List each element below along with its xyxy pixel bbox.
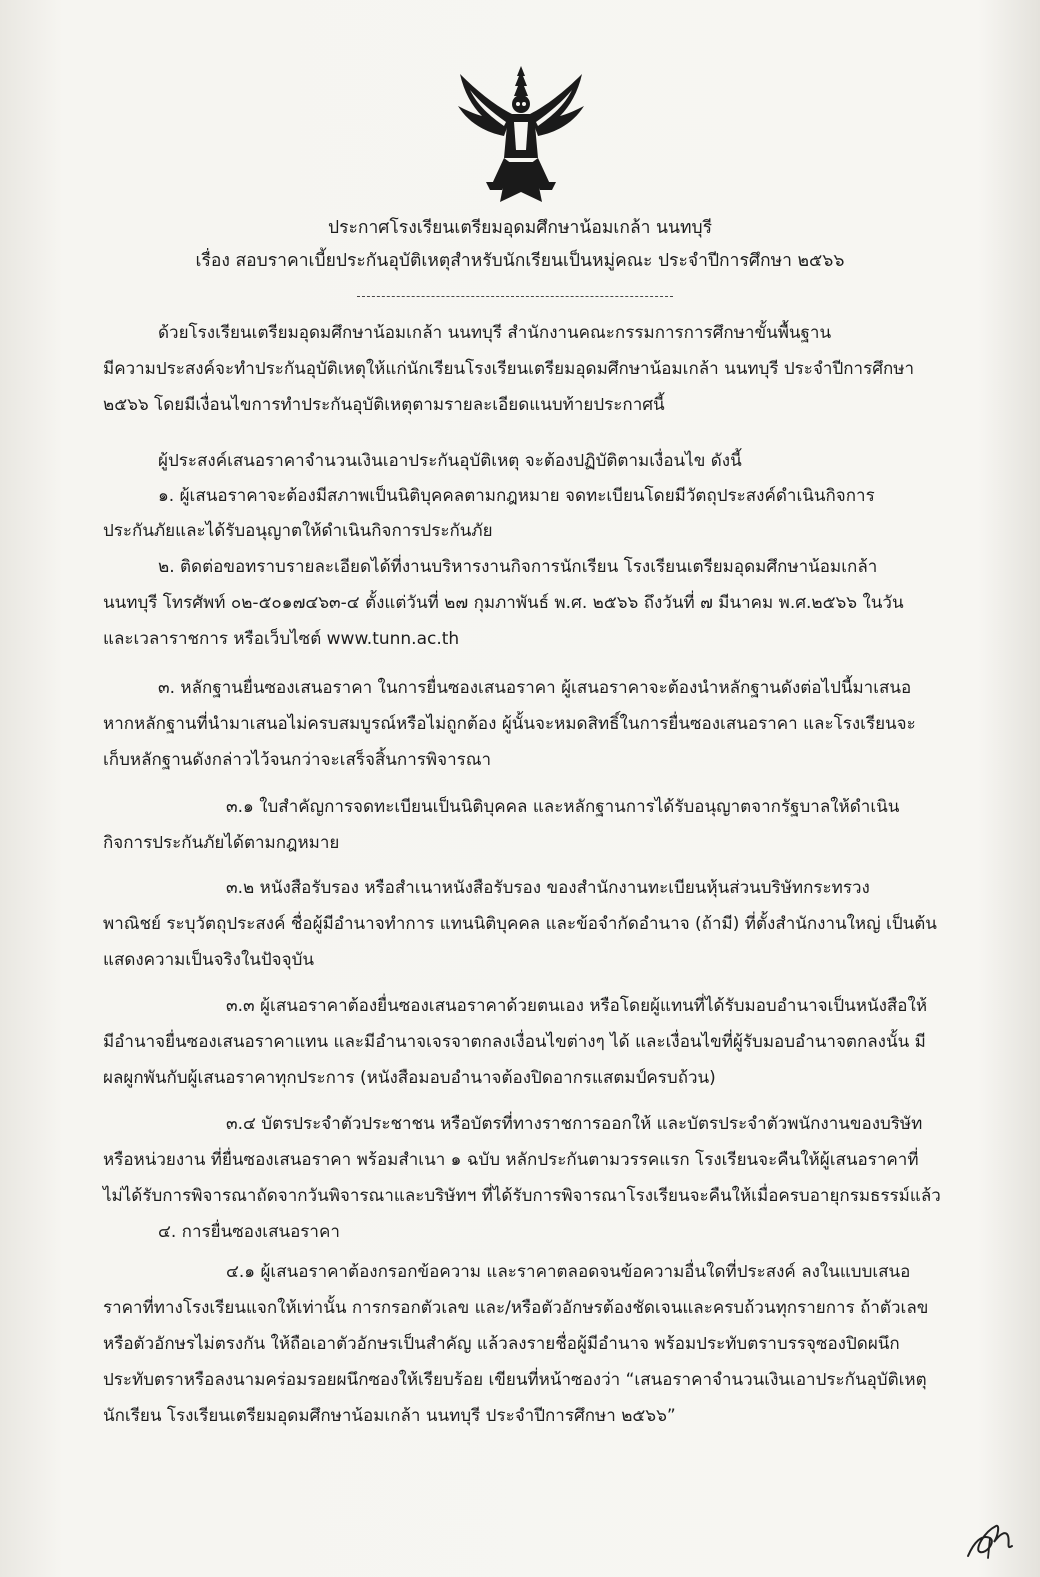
announcement-subject: เรื่อง สอบราคาเบี้ยประกันอุบัติเหตุสำหรับนักเรียนเป็นหมู่คณะ ประจำปีการศึกษา ๒๕๖๖ xyxy=(195,251,845,271)
handwritten-initial-icon xyxy=(960,1512,1020,1567)
body-line: แสดงความเป็นจริงในปัจจุบัน xyxy=(103,950,315,970)
body-line: มีอำนาจยื่นซองเสนอราคาแทน และมีอำนาจเจรจาตกลงเงื่อนไขต่างๆ ได้ และเงื่อนไขที่ผู้รับมอบอำนาจตกลงนั้น มี xyxy=(103,1032,926,1052)
body-line: ๓.๑ ใบสำคัญการจดทะเบียนเป็นนิติบุคคล และหลักฐานการได้รับอนุญาตจากรัฐบาลให้ดำเนิน xyxy=(226,797,900,817)
body-line: ๓.๔ บัตรประจำตัวประชาชน หรือบัตรที่ทางราชการออกให้ และบัตรประจำตัวพนักงานของบริษัท xyxy=(226,1114,923,1134)
header-divider xyxy=(357,296,673,297)
body-line: ๓.๓ ผู้เสนอราคาต้องยื่นซองเสนอราคาด้วยตนเอง หรือโดยผู้แทนที่ได้รับมอบอำนาจเป็นหนังสือให้ xyxy=(226,996,928,1016)
body-line: มีความประสงค์จะทำประกันอุบัติเหตุให้แก่นักเรียนโรงเรียนเตรียมอุดมศึกษาน้อมเกล้า นนทบุรี ประจำปีการศึกษา xyxy=(103,359,915,379)
body-line: และเวลาราชการ หรือเว็บไซต์ www.tunn.ac.th xyxy=(103,629,460,649)
body-line: ๑. ผู้เสนอราคาจะต้องมีสภาพเป็นนิติบุคคลตามกฎหมาย จดทะเบียนโดยมีวัตถุประสงค์ดำเนินกิจการ xyxy=(158,486,875,506)
body-line: หากหลักฐานที่นำมาเสนอไม่ครบสมบูรณ์หรือไม่ถูกต้อง ผู้นั้นจะหมดสิทธิ์ในการยื่นซองเสนอราคา และโรงเรียนจะ xyxy=(103,714,916,734)
body-line: ผู้ประสงค์เสนอราคาจำนวนเงินเอาประกันอุบัติเหตุ จะต้องปฏิบัติตามเงื่อนไข ดังนี้ xyxy=(158,451,742,471)
body-line: ผลผูกพันกับผู้เสนอราคาทุกประการ (หนังสือมอบอำนาจต้องปิดอากรแสตมป์ครบถ้วน) xyxy=(103,1068,716,1088)
body-line: นนทบุรี โทรศัพท์ ๐๒-๕๐๑๗๔๖๓-๔ ตั้งแต่วันที่ ๒๗ กุมภาพันธ์ พ.ศ. ๒๕๖๖ ถึงวันที่ ๗ มีนาคม พ.ศ.๒๕๖๖ ในวัน xyxy=(103,593,904,613)
body-line: ๓.๒ หนังสือรับรอง หรือสำเนาหนังสือรับรอง ของสำนักงานทะเบียนหุ้นส่วนบริษัทกระทรวง xyxy=(226,878,870,898)
body-line: ไม่ได้รับการพิจารณาถัดจากวันพิจารณาและบริษัทฯ ที่ได้รับการพิจารณาโรงเรียนจะคืนให้เมื่อครบอายุกรมธรรม์แล้ว xyxy=(103,1186,941,1206)
body-line: ๔. การยื่นซองเสนอราคา xyxy=(158,1222,340,1242)
body-line: ประทับตราหรือลงนามคร่อมรอยผนึกซองให้เรียบร้อย เขียนที่หน้าซองว่า “เสนอราคาจำนวนเงินเอาประกันอุบัติเหตุ xyxy=(103,1370,927,1390)
body-line: หรือหน่วยงาน ที่ยื่นซองเสนอราคา พร้อมสำเนา ๑ ฉบับ หลักประกันตามวรรคแรก โรงเรียนจะคืนให้ผู้เสนอราคาที่ xyxy=(103,1150,919,1170)
body-line: พาณิชย์ ระบุวัตถุประสงค์ ชื่อผู้มีอำนาจทำการ แทนนิติบุคคล และข้อจำกัดอำนาจ (ถ้ามี) ที่ตั้งสำนักงานใหญ่ เป็นต้น xyxy=(103,914,937,934)
body-line: หรือตัวอักษรไม่ตรงกัน ให้ถือเอาตัวอักษรเป็นสำคัญ แล้วลงรายชื่อผู้มีอำนาจ พร้อมประทับตราบรรจุซองปิดผนึก xyxy=(103,1334,900,1354)
body-line: ๒. ติดต่อขอทราบรายละเอียดได้ที่งานบริหารงานกิจการนักเรียน โรงเรียนเตรียมอุดมศึกษาน้อมเกล้า xyxy=(158,557,878,577)
body-line: ๔.๑ ผู้เสนอราคาต้องกรอกข้อความ และราคาตลอดจนข้อความอื่นใดที่ประสงค์ ลงในแบบเสนอ xyxy=(226,1262,911,1282)
body-line: กิจการประกันภัยได้ตามกฎหมาย xyxy=(103,833,340,853)
body-line: ด้วยโรงเรียนเตรียมอุดมศึกษาน้อมเกล้า นนทบุรี สำนักงานคณะกรรมการการศึกษาขั้นพื้นฐาน xyxy=(158,323,832,343)
garuda-emblem-icon xyxy=(446,62,596,212)
body-line: ๒๕๖๖ โดยมีเงื่อนไขการทำประกันอุบัติเหตุตามรายละเอียดแนบท้ายประกาศนี้ xyxy=(103,395,665,415)
body-line: ประกันภัยและได้รับอนุญาตให้ดำเนินกิจการประกันภัย xyxy=(103,521,493,541)
body-line: เก็บหลักฐานดังกล่าวไว้จนกว่าจะเสร็จสิ้นการพิจารณา xyxy=(103,750,492,770)
body-line: นักเรียน โรงเรียนเตรียมอุดมศึกษาน้อมเกล้า นนทบุรี ประจำปีการศึกษา ๒๕๖๖” xyxy=(103,1406,676,1426)
body-line: ราคาที่ทางโรงเรียนแจกให้เท่านั้น การกรอกตัวเลข และ/หรือตัวอักษรต้องชัดเจนและครบถ้วนทุกรายการ ถ้าตัวเลข xyxy=(103,1298,929,1318)
body-line: ๓. หลักฐานยื่นซองเสนอราคา ในการยื่นซองเสนอราคา ผู้เสนอราคาจะต้องนำหลักฐานดังต่อไปนี้มาเสนอ xyxy=(158,678,912,698)
announcement-title: ประกาศโรงเรียนเตรียมอุดมศึกษาน้อมเกล้า นนทบุรี xyxy=(327,218,713,238)
